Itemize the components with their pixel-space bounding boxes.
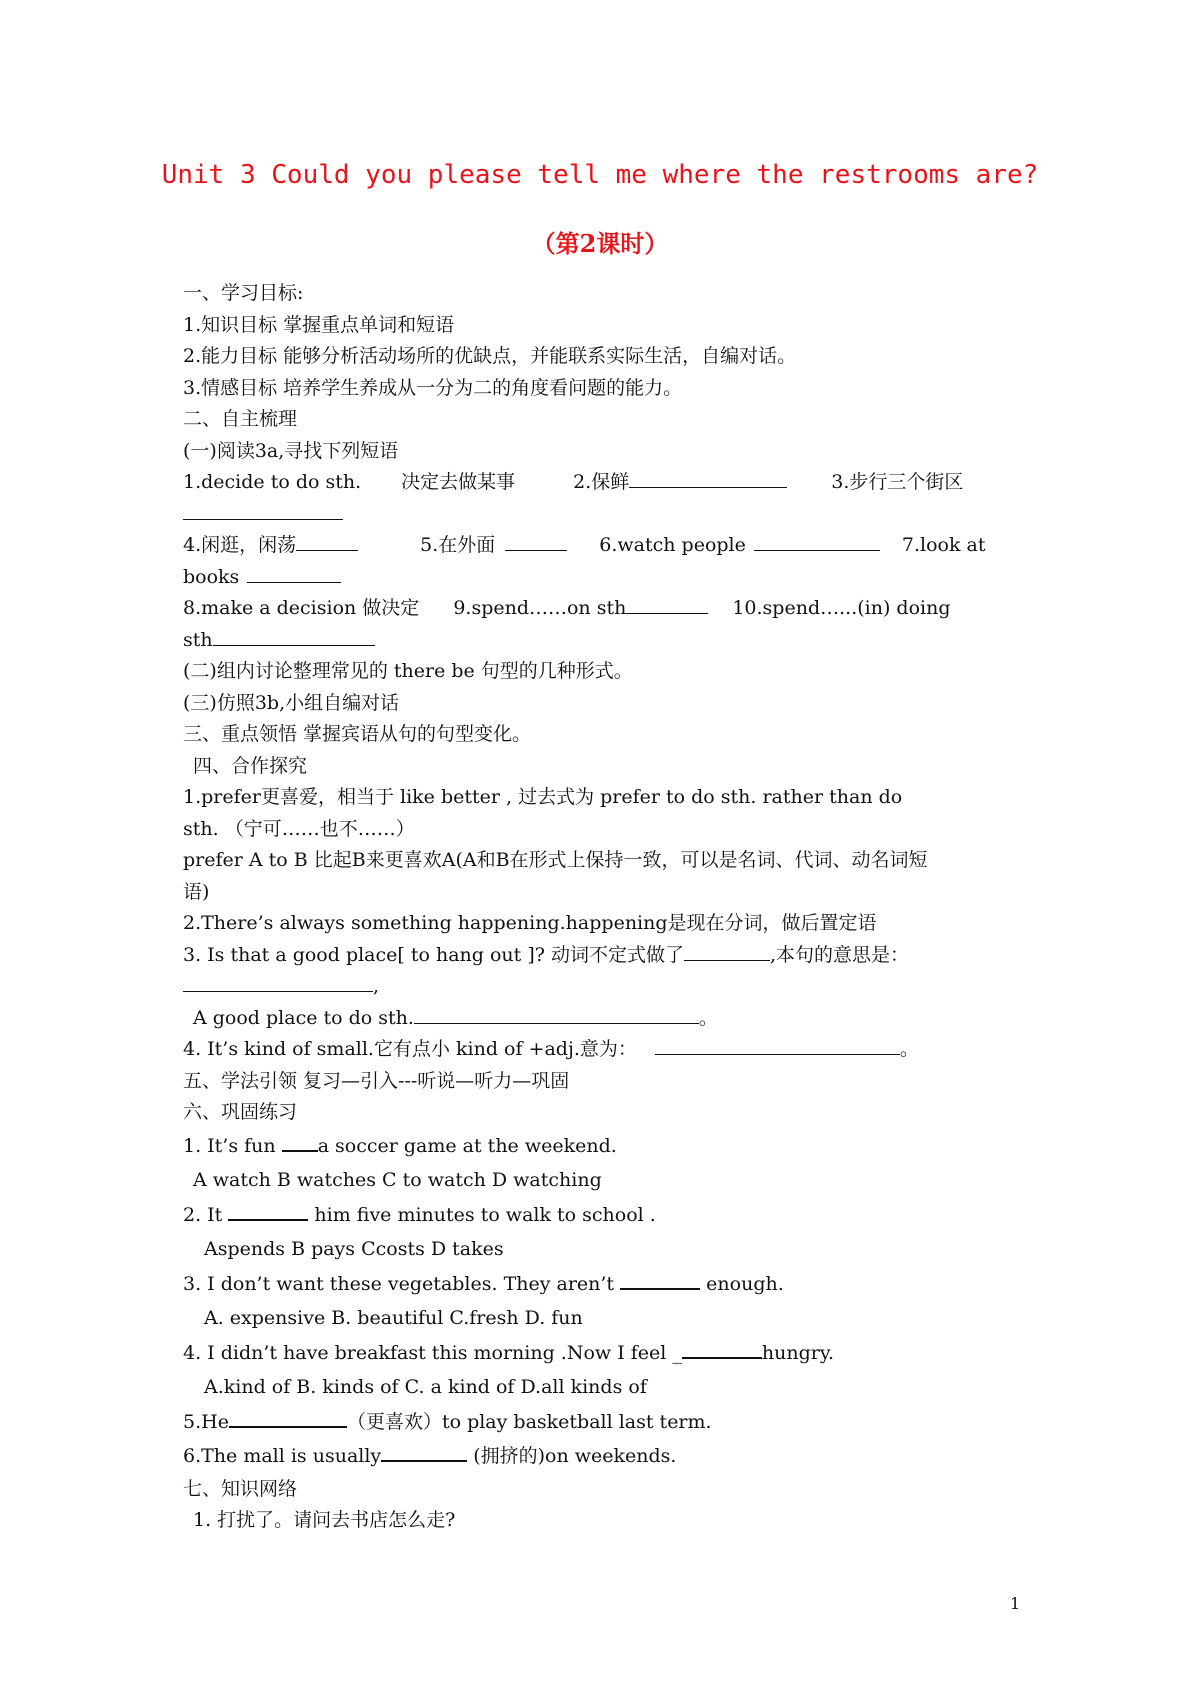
question-3-text: 3. I don’t want these vegetables. They aren’t [183, 1272, 621, 1295]
section-4-heading: 四、合作探究 [193, 754, 308, 777]
answer-blank[interactable] [381, 1440, 467, 1462]
question-6-text-2: (拥挤的)on weekends. [467, 1445, 677, 1467]
phrase-8: 8.make a decision 做决定 [183, 597, 420, 619]
phrase-6: 6.watch people [599, 534, 746, 556]
question-3 [183, 1267, 1028, 1302]
hang-out-text-2: ,本句的意思是： [769, 943, 910, 966]
question-4-text-2: hungry. [761, 1341, 835, 1364]
prefer-note-2: prefer A to B 比起B来更喜欢A(A和B在形式上保持一致，可以是名词、代词、动名词短 [183, 849, 928, 871]
answer-blank[interactable] [247, 562, 341, 583]
phrase-row-2b [183, 562, 1028, 594]
answer-blank[interactable] [229, 1406, 347, 1428]
question-4-text: 4. I didn’t have breakfast this morning .Now I feel _ [183, 1341, 682, 1364]
kind-of-note [183, 1034, 1028, 1066]
phrase-5: 5.在外面 [420, 534, 496, 556]
section-2-heading: 二、自主梳理 [183, 408, 298, 430]
kind-of-text: 4. It’s kind of small.它有点小 kind of +adj.意为： [183, 1038, 637, 1060]
period: 。 [698, 1006, 718, 1029]
answer-blank[interactable] [213, 625, 375, 646]
section-1-heading: 一、学习目标: [183, 282, 304, 304]
answer-blank[interactable] [505, 530, 567, 551]
hang-out-text: 3. Is that a good place[ to hang out ]? 动词不定式做了 [183, 943, 684, 966]
question-5-text: 5.He [183, 1410, 229, 1433]
objective-3: 3.情感目标 培养学生养成从一分为二的角度看问题的能力。 [183, 376, 683, 399]
phrase-7: 7.look at [901, 534, 986, 556]
question-3-options: A. expensive B. beautiful C.fresh D. fun [204, 1307, 583, 1329]
phrase-10: 10.spend…...(in) doing [732, 597, 951, 619]
answer-blank[interactable] [296, 530, 358, 551]
question-1-options: A watch B watches C to watch D watching [193, 1169, 602, 1191]
question-5-text-2: （更喜欢）to play basketball last term. [346, 1410, 712, 1433]
section-6-heading: 六、巩固练习 [183, 1101, 298, 1123]
section-7-heading: 七、知识网络 [183, 1477, 298, 1500]
phrase-2: 2.保鲜 [573, 471, 630, 493]
phrase-9: 9.spend……on sth [453, 597, 627, 619]
section-2-sub3: (三)仿照3b,小组自编对话 [183, 691, 400, 714]
page-subtitle: （第2课时） [531, 229, 669, 258]
hang-out-note [183, 940, 1028, 972]
question-2-text: 2. It [183, 1203, 229, 1226]
answer-blank[interactable] [626, 593, 708, 614]
comma: , [373, 975, 380, 997]
prefer-note-1: 1.prefer更喜爱，相当于 like better , 过去式为 prefer to do sth. rather than do [183, 786, 903, 808]
question-1-text: 1. It’s fun [183, 1134, 282, 1157]
phrase-1-meaning: 决定去做某事 [401, 471, 516, 493]
prefer-note-2-cont: 语) [183, 880, 210, 903]
question-4 [183, 1336, 1028, 1371]
question-1-text-2: a soccer game at the weekend. [317, 1134, 617, 1157]
phrase-row-1 [183, 467, 1028, 499]
objective-2: 2.能力目标 能够分析活动场所的优缺点，并能联系实际生活，自编对话。 [183, 345, 797, 367]
answer-blank[interactable] [682, 1337, 762, 1359]
section-3-heading: 三、重点领悟 掌握宾语从句的句型变化。 [183, 723, 532, 745]
question-6-text: 6.The mall is usually [183, 1445, 382, 1467]
answer-blank[interactable] [282, 1130, 318, 1152]
phrase-3: 3.步行三个街区 [831, 471, 964, 493]
period: 。 [899, 1038, 919, 1060]
prefer-note-1-cont: sth. （宁可……也不……） [183, 817, 415, 840]
phrase-4: 4.闲逛，闲荡 [183, 534, 297, 556]
happening-note: 2.There’s always something happening.happening是现在分词，做后置定语 [183, 912, 877, 934]
section-2-sub2: (二)组内讨论整理常见的 there be 句型的几种形式。 [183, 660, 633, 682]
question-1 [183, 1129, 1028, 1164]
good-place-note [183, 1003, 1028, 1035]
question-3-text-2: enough. [700, 1272, 784, 1295]
question-6 [183, 1439, 1028, 1474]
answer-blank[interactable] [684, 940, 770, 961]
question-5 [183, 1405, 1028, 1440]
phrase-7-cont: books [183, 565, 240, 588]
answer-blank[interactable] [228, 1199, 308, 1221]
knowledge-item-1: 1. 打扰了。请问去书店怎么走? [193, 1509, 456, 1531]
hang-out-note-cont [183, 971, 1028, 1003]
page-title: Unit 3 Could you please tell me where the restrooms are? [161, 160, 1039, 190]
answer-blank[interactable] [629, 467, 787, 488]
phrase-row-2 [183, 530, 1028, 562]
question-2-text-2: him five minutes to walk to school . [308, 1203, 656, 1226]
phrase-10-cont: sth [183, 628, 213, 651]
phrase-1: 1.decide to do sth. [183, 471, 362, 493]
answer-blank[interactable] [183, 499, 343, 520]
phrase-row-1b [183, 499, 1028, 531]
phrase-row-3 [183, 593, 1028, 625]
good-place-text: A good place to do sth. [193, 1006, 414, 1029]
question-2-options: Aspends B pays Ccosts D takes [204, 1238, 504, 1260]
answer-blank[interactable] [655, 1034, 900, 1055]
question-2 [183, 1198, 1028, 1233]
section-2-sub1: (一)阅读3a,寻找下列短语 [183, 439, 399, 462]
document-body [183, 278, 1028, 1537]
answer-blank[interactable] [414, 1003, 699, 1024]
phrase-row-3b [183, 625, 1028, 657]
section-5-heading: 五、学法引领 复习—引入---听说—听力—巩固 [183, 1069, 570, 1092]
question-4-options: A.kind of B. kinds of C. a kind of D.all kinds of [204, 1376, 647, 1398]
answer-blank[interactable] [620, 1268, 700, 1290]
page-number: 1 [1010, 1594, 1021, 1613]
answer-blank[interactable] [754, 530, 880, 551]
answer-blank[interactable] [183, 971, 373, 992]
objective-1: 1.知识目标 掌握重点单词和短语 [183, 313, 455, 336]
